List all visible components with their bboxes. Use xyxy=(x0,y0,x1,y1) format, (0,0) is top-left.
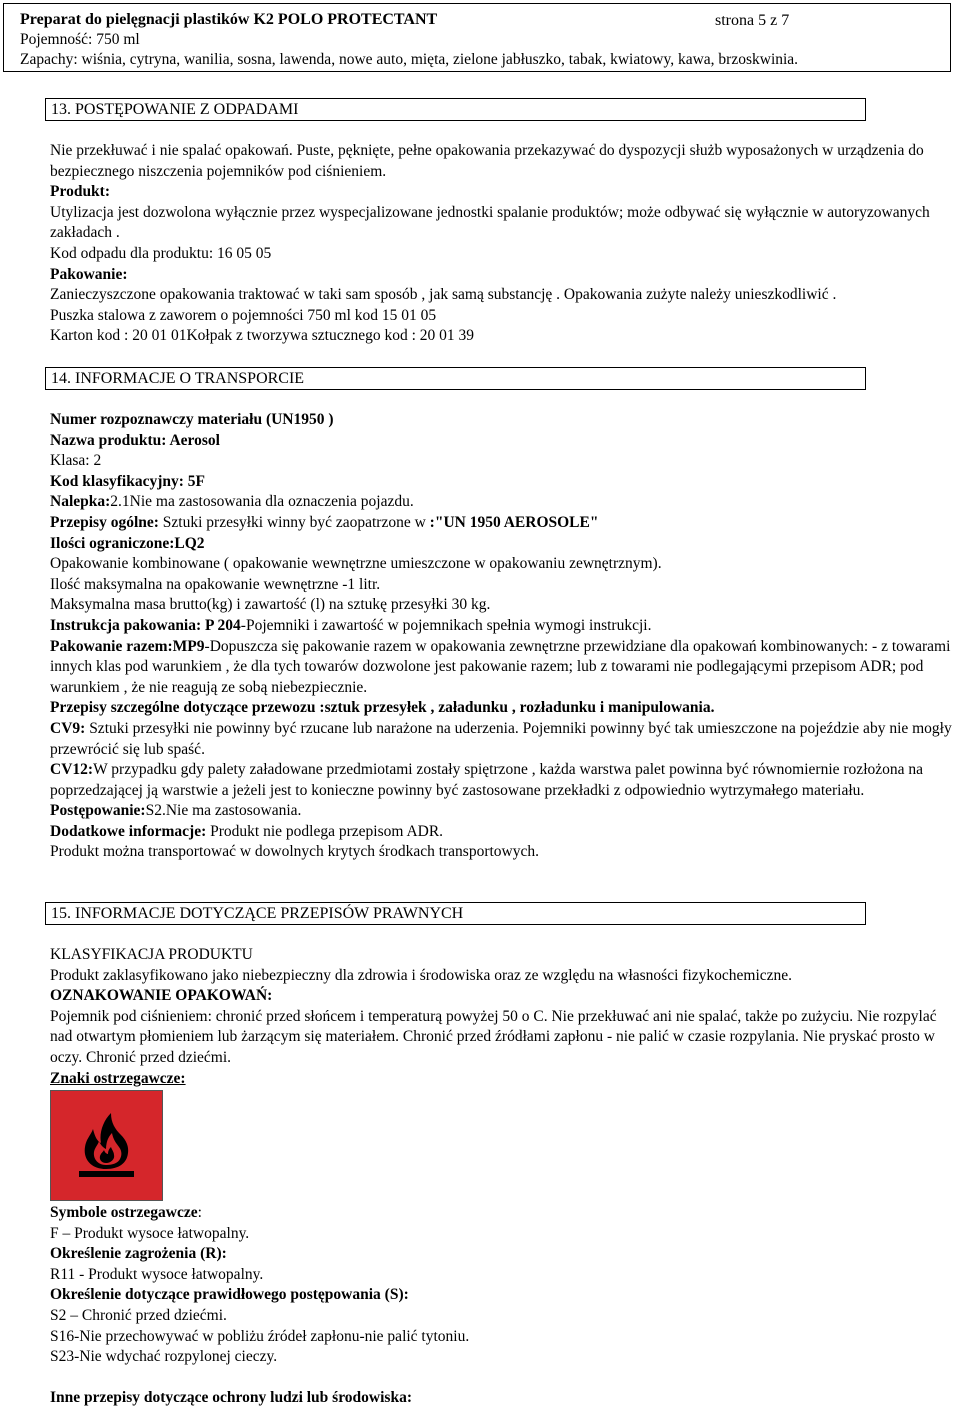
s15-s23: S23-Nie wdychać rozpylonej cieczy. xyxy=(50,1348,278,1366)
section-15-heading: 15. INFORMACJE DOTYCZĄCE PRZEPISÓW PRAWNYCH xyxy=(45,902,866,925)
s14-proc-label: Postępowanie: xyxy=(50,802,146,820)
product-scents: Zapachy: wiśnia, cytryna, wanilia, sosna, lawenda, nowe auto, mięta, zielone jabłuszko, tabak, kwiatowy, kawa, brzoskwinia. xyxy=(20,51,799,68)
s14-mixed-label: Pakowanie razem:MP9 xyxy=(50,637,205,655)
s14-combo: Opakowanie kombinowane ( opakowanie wewnętrzne umieszczone w opakowaniu zewnętrznym). xyxy=(50,555,662,573)
section-13-body xyxy=(50,141,960,347)
s14-general-label: Przepisy ogólne: xyxy=(50,513,159,531)
section-14-body xyxy=(50,410,960,863)
s14-max-gross: Maksymalna masa brutto(kg) i zawartość (l) na sztukę przesyłki 30 kg. xyxy=(50,596,491,614)
product-volume: Pojemność: 750 ml xyxy=(20,31,140,48)
s14-un-number: Numer rozpoznawczy materiału (UN1950 ) xyxy=(50,411,334,428)
s15-s16: S16-Nie przechowywać w pobliżu źródeł zapłonu-nie palić tytoniu. xyxy=(50,1327,470,1345)
s13-product-text: Utylizacja jest dozwolona wyłącznie przez wyspecjalizowane jednostki spalanie produktów; może odbywać się wyłącznie w autoryzowanych zakładach . xyxy=(50,203,930,242)
s15-r11: R11 - Produkt wysoce łatwopalny. xyxy=(50,1265,264,1283)
s15-symbols-colon: : xyxy=(197,1204,202,1221)
s15-class-label: KLASYFIKACJA PRODUKTU xyxy=(50,946,253,963)
s15-class-text: Produkt zaklasyfikowano jako niebezpieczny dla zdrowia i środowiska oraz ze względu na własności fizykochemiczne. xyxy=(50,966,793,984)
s14-instr-label: Instrukcja pakowania: P 204 xyxy=(50,616,241,634)
s13-product-label: Produkt: xyxy=(50,183,111,201)
s14-max-inner: Ilość maksymalna na opakowanie wewnętrzne -1 litr. xyxy=(50,575,381,593)
s14-cv9-label: CV9: xyxy=(50,719,86,737)
s14-label-label: Nalepka: xyxy=(50,493,111,511)
section-14-heading: 14. INFORMACJE O TRANSPORCIE xyxy=(45,367,866,390)
s14-class: Klasa: 2 xyxy=(50,452,102,470)
s14-class-code: Kod klasyfikacyjny: 5F xyxy=(50,472,206,490)
s15-mark-label: OZNAKOWANIE OPAKOWAŃ: xyxy=(50,987,273,1005)
product-title: Preparat do pielęgnacji plastików K2 POLO PROTECTANT xyxy=(20,11,438,28)
s13-pack-text: Zanieczyszczone opakowania traktować w taki sam sposób , jak samą substancję . Opakowania zużyte należy unieszkodliwić . xyxy=(50,286,837,304)
section-15-body-top xyxy=(50,945,960,1089)
s14-cv12-text: W przypadku gdy palety załadowane przedmiotami zostały spiętrzone , każda warstwa palet powinna być równomiernie rozłożona na poprzedzającej ją warstwie a jeżeli jest to konieczne powinny być zastosowane przekładki z odpowiednio wytrzymałego materiału. xyxy=(50,761,924,799)
page-number: strona 5 z 7 xyxy=(715,12,790,29)
s14-special: Przepisy szczególne dotyczące przewozu :sztuk przesyłek , załadunku , rozładunku i manipulowania. xyxy=(50,699,715,717)
s14-instr-text: -Pojemniki i zawartość w pojemnikach spełnia wymogi instrukcji. xyxy=(240,616,652,634)
s15-r-label: Określenie zagrożenia (R): xyxy=(50,1245,227,1263)
s14-extra-label: Dodatkowe informacje: xyxy=(50,822,207,840)
s15-symbols-label: Symbole ostrzegawcze xyxy=(50,1204,198,1221)
s15-signs-label: Znaki ostrzegawcze: xyxy=(50,1069,186,1087)
page-header xyxy=(3,3,951,72)
s14-name-label: Nazwa produktu: xyxy=(50,431,167,449)
s14-cv9-text: Sztuki przesyłki nie powinny być rzucane lub narażone na uderzenia. Pojemniki powinny być tak umieszczone na pojeździe aby nie mogły przewrócić się lub spaść. xyxy=(50,719,952,758)
s13-pack-label: Pakowanie: xyxy=(50,265,128,283)
s14-extra-text: Produkt nie podlega przepisom ADR. xyxy=(206,822,444,840)
s14-label-text: 2.1Nie ma zastosowania dla oznaczenia pojazdu. xyxy=(110,493,414,511)
s14-general-text: Sztuki przesyłki winny być zaopatrzone w xyxy=(158,513,430,531)
section-15-body-bottom xyxy=(50,1203,960,1409)
s14-covered: Produkt można transportować w dowolnych krytych środkach transportowych. xyxy=(50,843,539,861)
s13-waste-code: Kod odpadu dla produktu: 16 05 05 xyxy=(50,244,272,262)
s15-s-label: Określenie dotyczące prawidłowego postępowania (S): xyxy=(50,1286,409,1304)
s13-can-text: Puszka stalowa z zaworem o pojemności 750 ml kod 15 01 05 xyxy=(50,306,437,324)
s14-general-bold: :"UN 1950 AEROSOLE" xyxy=(429,513,599,531)
s14-limited: Ilości ograniczone:LQ2 xyxy=(50,534,205,552)
s15-symbol-f: F – Produkt wysoce łatwopalny. xyxy=(50,1224,250,1242)
s15-s2: S2 – Chronić przed dziećmi. xyxy=(50,1306,227,1324)
s14-proc-text: S2.Nie ma zastosowania. xyxy=(145,802,302,820)
s14-mixed-text: -Dopuszcza się pakowanie razem w opakowania zewnętrzne przewidziane dla opakowań kombinowanych: - z towarami innych klas pod warunkiem , że dla tych towarów dozwolone jest pakowanie razem; lub z towarami nie podlegającymi przepisom ADR; pod warunkiem , że nie reagują ze sobą niebezpiecznie. xyxy=(50,637,951,696)
s14-name-value: Aerosol xyxy=(166,431,220,449)
section-13-heading: 13. POSTĘPOWANIE Z ODPADAMI xyxy=(45,98,866,121)
s15-mark-text: Pojemnik pod ciśnieniem: chronić przed słońcem i temperaturą powyżej 50 o C. Nie przekłuwać ani nie spalać, także po zużyciu. Nie rozpylać nad otwartym płomieniem lub żarzącym się materiałem. Chronić przed źródłami zapłonu - nie palić w czasie rozpylania. Nie pryskać prosto w oczy. Chronić przed dziećmi. xyxy=(50,1007,937,1066)
s13-box-text: Karton kod : 20 01 01Kołpak z tworzywa sztucznego kod : 20 01 39 xyxy=(50,327,475,345)
s15-other-label: Inne przepisy dotyczące ochrony ludzi lub środowiska: xyxy=(50,1389,412,1407)
s14-cv12-label: CV12: xyxy=(50,761,94,779)
s13-paragraph-1: Nie przekłuwać i nie spalać opakowań. Puste, pęknięte, pełne opakowania przekazywać do dyspozycji służb wyposażonych w urządzenia do bezpiecznego niszczenia pojemników pod ciśnieniem. xyxy=(50,142,924,180)
flammable-pictogram-icon xyxy=(50,1090,163,1201)
